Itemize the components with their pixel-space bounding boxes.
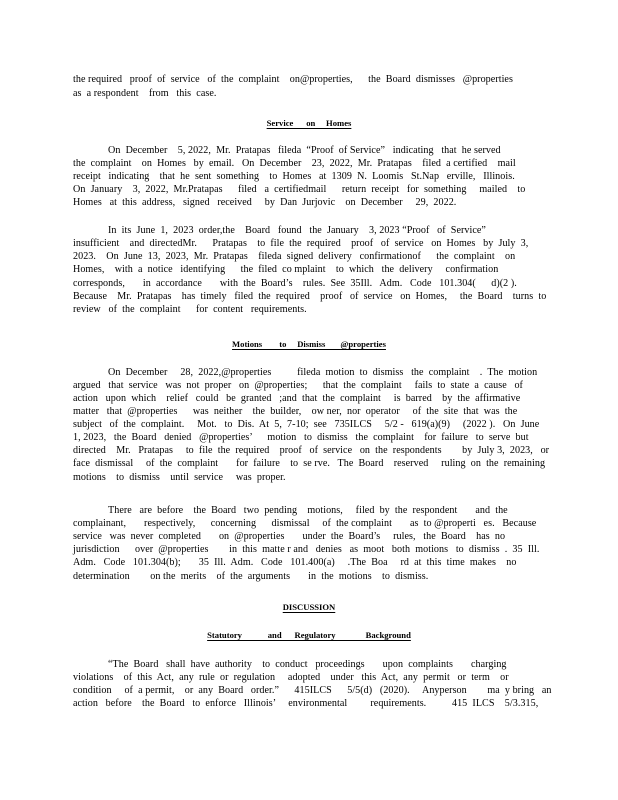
paragraph-line: action before the Board to enforce Illinois’ environmental requirements. 415 ILCS 5/3.315, (73, 698, 539, 709)
subheading-statutory-background: Statutory and Regulatory Background (207, 630, 411, 640)
paragraph-line: directed Mr. Pratapas to file the required proof of service on the respondents by July 3, 2023, or (73, 445, 550, 456)
paragraph-line: There are before the Board two pending motions, filed by the respondent and the (108, 505, 508, 516)
paragraph-line: the complaint on Homes by email. On December 23, 2022, Mr. Pratapas filed a certified mail (73, 158, 516, 169)
paragraph-line: service was never completed on @properties under the Board’s rules, the Board has no (73, 531, 506, 542)
section-heading-discussion: DISCUSSION (282, 602, 336, 612)
paragraph-line: Adm. Code 101.304(b); 35 Ill. Adm. Code 101.400(a) .The Boa rd at this time makes no (73, 557, 517, 568)
paragraph-line: motions to dismiss until service was proper. (73, 472, 286, 483)
paragraph-line: Homes, with a notice identifying the filed co mplaint to which the delivery confirmation (73, 264, 499, 275)
paragraph-line: action upon which relief could be granted ;and that the complaint is barred by the affirmative (73, 393, 521, 404)
section-heading-motions: Motions to Dismiss @properties (232, 339, 386, 349)
paragraph-line: argued that service was not proper on @properties; that the complaint fails to state a cause of (73, 380, 523, 391)
intro-line: as a respondent from this case. (73, 88, 217, 99)
paragraph-line: insufficient and directedMr. Pratapas to file the required proof of service on Homes by July 3, (73, 238, 529, 249)
paragraph-line: subject of the complaint. Mot. to Dis. At 5, 7-10; see 735ILCS 5/2 - 619(a)(9) (2022 ). On June (73, 419, 540, 430)
paragraph-line: On December 5, 2022, Mr. Pratapas fileda “Proof of Service” indicating that he served (108, 145, 501, 156)
paragraph-line: On December 28, 2022,@properties fileda motion to dismiss the complaint . The motion (108, 367, 538, 378)
paragraph-line: condition of a permit, or any Board order.” 415ILCS 5/5(d) (2020). Anyperson ma y bring an (73, 685, 552, 696)
paragraph-line: matter that @properties was neither the builder, ow ner, nor operator of the site that was the (73, 406, 518, 417)
paragraph-line: Because Mr. Pratapas has timely filed the required proof of service on Homes, the Board turns to (73, 291, 547, 302)
paragraph-line: “The Board shall have authority to conduct proceedings upon complaints charging (108, 659, 507, 670)
paragraph-line: receipt indicating that he sent something to Homes at 1309 N. Loomis St.Nap erville, Illinois. (73, 171, 515, 182)
intro-line: the required proof of service of the complaint on@properties, the Board dismisses @properties (73, 74, 513, 85)
paragraph-line: In its June 1, 2023 order,the Board found the January 3, 2023 “Proof of Service” (108, 225, 486, 236)
paragraph-line: Homes at this address, signed received by Dan Jurjovic on December 29, 2022. (73, 197, 457, 208)
paragraph-line: 1, 2023, the Board denied @properties’ motion to dismiss the complaint for failure to serve but (73, 432, 529, 443)
paragraph-line: On January 3, 2022, Mr.Pratapas filed a certifiedmail return receipt for something mailed to (73, 184, 526, 195)
paragraph-line: face dismissal of the complaint for failure to se rve. The Board reserved ruling on the remaining (73, 458, 546, 469)
paragraph-line: violations of this Act, any rule or regulation adopted under this Act, any permit or term or (73, 672, 509, 683)
paragraph-line: corresponds, in accordance with the Board’s rules. See 35Ill. Adm. Code 101.304( d)(2 ). (73, 278, 517, 289)
paragraph-line: review of the complaint for content requirements. (73, 304, 307, 315)
paragraph-line: 2023. On June 13, 2023, Mr. Pratapas fileda signed delivery confirmationof the complaint on (73, 251, 516, 262)
paragraph-line: determination on the merits of the arguments in the motions to dismiss. (73, 571, 429, 582)
section-heading-service: Service on Homes (266, 118, 352, 128)
paragraph-line: jurisdiction over @properties in this matte r and denies as moot both motions to dismiss . 35 Ill. (73, 544, 540, 555)
paragraph-line: complainant, respectively, concerning dismissal of the complaint as to @properti es. Because (73, 518, 537, 529)
